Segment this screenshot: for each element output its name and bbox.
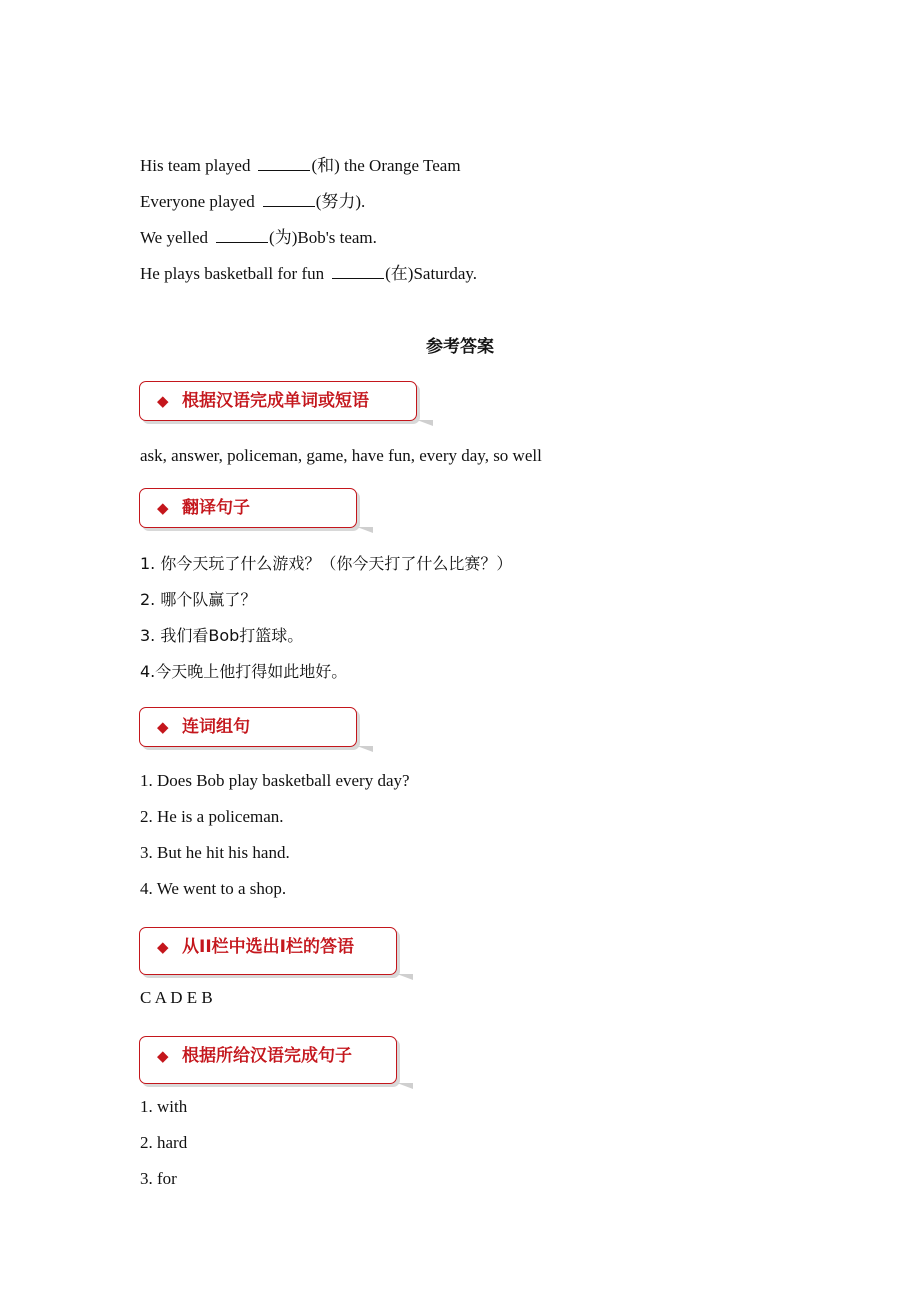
section-header-2 <box>139 488 357 528</box>
section-2-answer-4: 4.今天晚上他打得如此地好。 <box>140 662 348 681</box>
diamond-bullet-icon: ◆ <box>157 718 169 736</box>
section-title-4: 从II栏中选出I栏的答语 <box>182 937 354 957</box>
answer-blank-2[interactable] <box>263 192 315 207</box>
section-header-3 <box>139 707 357 747</box>
section-3-answer-4: 4. We went to a shop. <box>140 879 287 898</box>
section-4-answer-1: C A D E B <box>140 988 213 1007</box>
diamond-bullet-icon: ◆ <box>157 499 169 517</box>
exercise-line-2 <box>140 192 365 212</box>
section-header-1 <box>139 381 417 421</box>
exercise-line-2-before: Everyone played <box>140 192 255 211</box>
exercise-line-1-before: His team played <box>140 156 251 175</box>
section-tail-decoration <box>397 1083 413 1089</box>
exercise-line-4 <box>140 264 477 284</box>
section-tail-decoration <box>357 746 373 752</box>
section-1-answer-1: ask, answer, policeman, game, have fun, every day, so well <box>140 446 542 465</box>
answer-key-title: 参考答案 <box>426 337 494 357</box>
section-2-answer-2: 2. 哪个队赢了？ <box>140 590 257 609</box>
exercise-line-3 <box>140 228 377 248</box>
section-title-1: 根据汉语完成单词或短语 <box>182 391 369 411</box>
exercise-line-3-before: We yelled <box>140 228 209 247</box>
answer-blank-1[interactable] <box>258 156 310 171</box>
section-2-answer-3: 3. 我们看Bob打篮球。 <box>140 626 304 645</box>
diamond-bullet-icon: ◆ <box>157 938 169 956</box>
section-tail-decoration <box>357 527 373 533</box>
section-5-answer-2: 2. hard <box>140 1133 188 1152</box>
section-tail-decoration <box>417 420 433 426</box>
section-3-answer-3: 3. But he hit his hand. <box>140 843 290 862</box>
section-2-answer-1: 1. 你今天玩了什么游戏？（你今天打了什么比赛？） <box>140 554 513 573</box>
answer-blank-3[interactable] <box>216 228 268 243</box>
exercise-line-1-after: (和) the Orange Team <box>311 156 461 175</box>
answer-blank-4[interactable] <box>332 264 384 279</box>
section-header-5 <box>139 1036 397 1084</box>
section-3-answer-1: 1. Does Bob play basketball every day? <box>140 771 410 790</box>
diamond-bullet-icon: ◆ <box>157 1047 169 1065</box>
section-header-4 <box>139 927 397 975</box>
section-5-answer-1: 1. with <box>140 1097 188 1116</box>
section-title-2: 翻译句子 <box>182 498 250 518</box>
section-3-answer-2: 2. He is a policeman. <box>140 807 284 826</box>
exercise-line-3-after: (为)Bob's team. <box>269 228 377 247</box>
section-tail-decoration <box>397 974 413 980</box>
exercise-line-4-before: He plays basketball for fun <box>140 264 325 283</box>
exercise-line-2-after: (努力). <box>315 192 366 211</box>
diamond-bullet-icon: ◆ <box>157 392 169 410</box>
section-5-answer-3: 3. for <box>140 1169 177 1188</box>
section-title-5: 根据所给汉语完成句子 <box>182 1046 352 1066</box>
exercise-line-1 <box>140 156 461 176</box>
section-title-3: 连词组句 <box>182 717 250 737</box>
exercise-line-4-after: (在)Saturday. <box>385 264 478 283</box>
